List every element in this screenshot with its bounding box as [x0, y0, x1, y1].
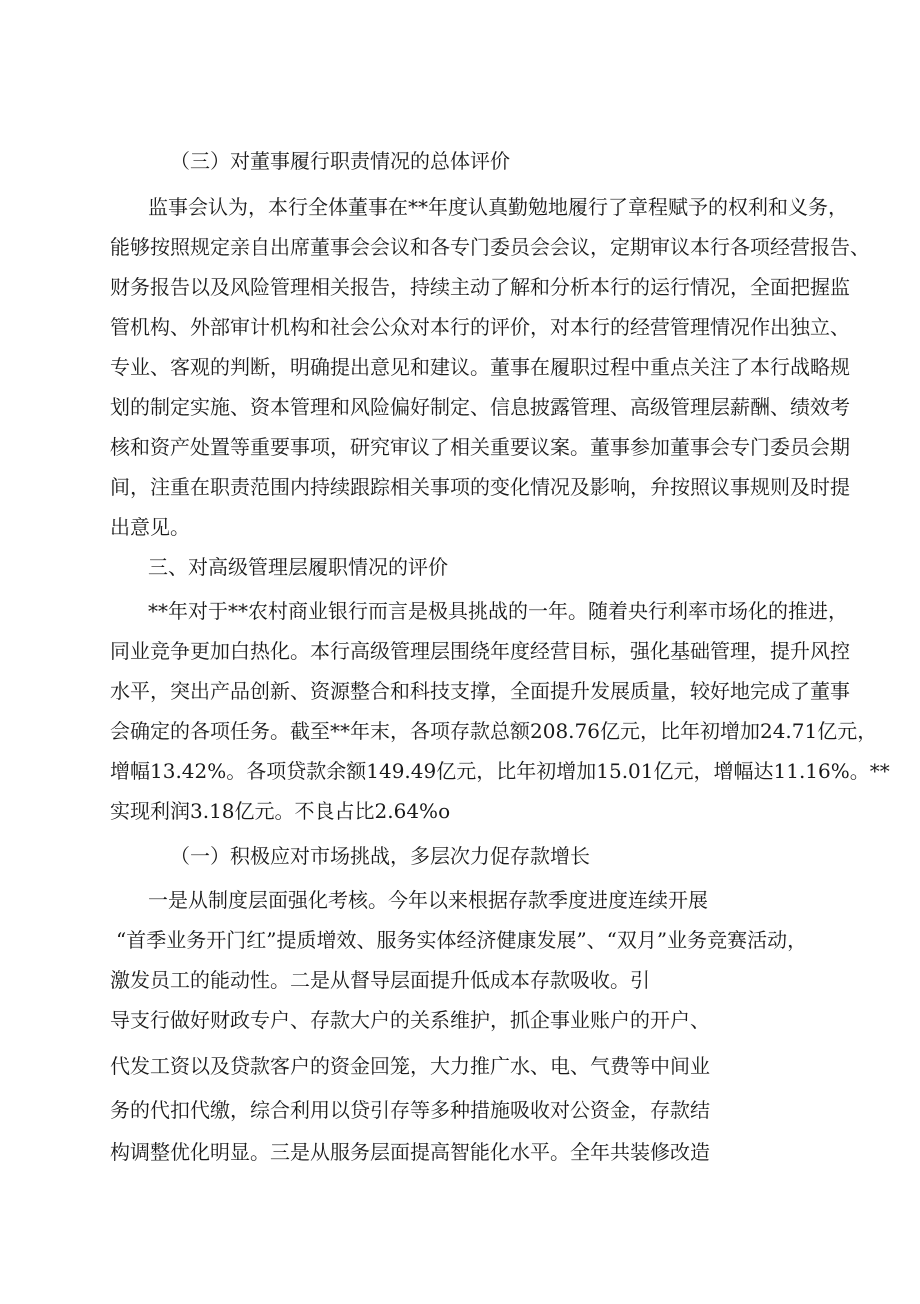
paragraph-line: 同业竞争更加白热化。本行高级管理层围绕年度经营目标，强化基础管理，提升风控: [110, 639, 850, 663]
paragraph-line: 构调整优化明显。三是从服务层面提高智能化水平。全年共装修改造: [110, 1140, 710, 1164]
paragraph-line: 增幅13.42%。各项贷款余额149.49亿元，比年初增加15.01亿元，增幅达11.16%。**: [110, 759, 890, 783]
paragraph-line: 会确定的各项任务。截至**年末，各项存款总额208.76亿元，比年初增加24.71亿元，: [110, 719, 878, 743]
subsection-heading: （一）积极应对市场挑战，多层次力促存款增长: [170, 844, 590, 868]
paragraph-line: 专业、客观的判断，明确提出意见和建议。董事在履职过程中重点关注了本行战略规: [110, 355, 850, 379]
paragraph-line: 核和资产处置等重要事项，研究审议了相关重要议案。董事参加董事会专门委员会期: [110, 435, 850, 459]
paragraph-line: 代发工资以及贷款客户的资金回笼，大力推广水、电、气费等中间业: [110, 1054, 710, 1078]
paragraph-line: 导支行做好财政专户、存款大户的关系维护，抓企事业账户的开户、: [110, 1008, 710, 1032]
paragraph-line: 管机构、外部审计机构和社会公众对本行的评价，对本行的经营管理情况作出独立、: [110, 315, 850, 339]
section-heading: （三）对董事履行职责情况的总体评价: [170, 149, 510, 173]
paragraph-line: 一是从制度层面强化考核。今年以来根据存款季度进度连续开展: [148, 888, 708, 912]
paragraph-line: 能够按照规定亲自出席董事会会议和各专门委员会会议，定期审议本行各项经营报告、: [110, 235, 870, 259]
paragraph-line: 划的制定实施、资本管理和风险偏好制定、信息披露管理、高级管理层薪酬、绩效考: [110, 395, 850, 419]
paragraph-line: 激发员工的能动性。二是从督导层面提升低成本存款吸收。引: [110, 968, 650, 992]
section-heading: 三、对高级管理层履职情况的评价: [148, 555, 448, 579]
paragraph-line: 水平，突出产品创新、资源整合和科技支撑，全面提升发展质量，较好地完成了董事: [110, 679, 850, 703]
paragraph-line: 出意见。: [110, 515, 190, 539]
paragraph-line: 间，注重在职责范围内持续跟踪相关事项的变化情况及影响，弁按照议事规则及时提: [110, 475, 850, 499]
paragraph-line: “首季业务开门红”提质增效、服务实体经济健康发展”、“双月”业务竞赛活动，: [116, 928, 808, 952]
paragraph-line: 实现利润3.18亿元。不良占比2.64%o: [110, 799, 451, 823]
paragraph-line: 财务报告以及风险管理相关报告，持续主动了解和分析本行的运行情况，全面把握监: [110, 275, 850, 299]
paragraph-line: **年对于**农村商业银行而言是极具挑战的一年。随着央行利率市场化的推进，: [148, 599, 848, 623]
paragraph-line: 监事会认为，本行全体董事在**年度认真勤勉地履行了章程赋予的权利和义务，: [148, 195, 848, 219]
paragraph-line: 务的代扣代缴，综合利用以贷引存等多种措施吸收对公资金，存款结: [110, 1098, 710, 1122]
